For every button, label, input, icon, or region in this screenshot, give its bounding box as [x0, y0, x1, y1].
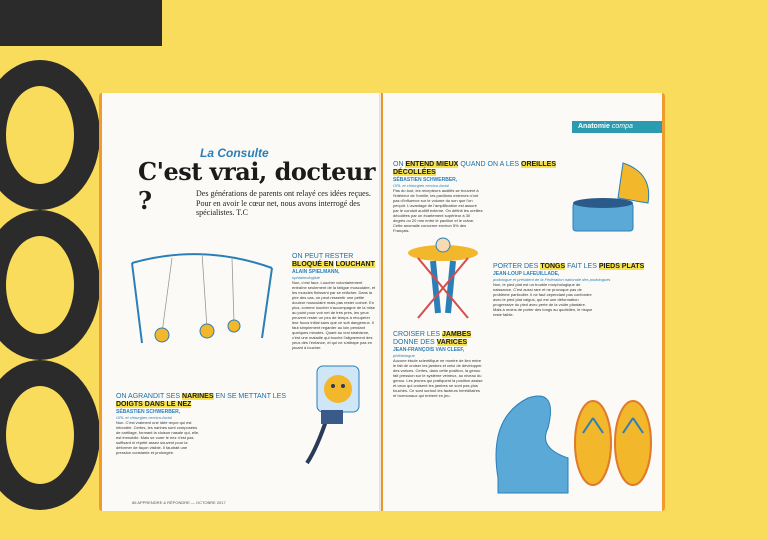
- plug-illustration: [297, 358, 377, 468]
- article-role: phlébologue: [393, 353, 415, 358]
- ironing-board-illustration: [398, 233, 488, 323]
- article-heading: ON PEUT RESTER BLOQUÉ EN LOUCHANT: [292, 253, 375, 268]
- background-ring: [0, 60, 100, 210]
- open-magazine: [99, 93, 665, 511]
- background-ring: [0, 210, 100, 360]
- gramophone-illustration: [563, 153, 658, 238]
- wave-and-flip-flops-illustration: [488, 358, 658, 498]
- section-kicker: La Consulte: [200, 146, 269, 160]
- article-body: Non, c'est faux. Loucher volontairement entraîne seulement de la fatigue musculaire, et les muscles finissent par se relâcher. Dans la pire des cas, on peut ressentir une petite douleur musculaire mais pas rester coincé. En plus, comme loucher s'accompagne de la mise au point pour voir net de très près, les yeux peuvent rester un peu de temps à récupérer leur focus initial sans que ce soit dangereux. Il faut simplement regarder au loin pendant quelques minutes. Quant au vrai strabisme, c'est une maladie qui touche l'alignement des yeux dès l'enfance, et qui ne s'attrape pas en jouant à loucher.: [292, 280, 376, 350]
- article-role: ORL et chirurgien cervico-facial: [116, 415, 172, 420]
- article-body: Pas du tout, les récepteurs auditifs se trouvent à l'intérieur de l'oreille, les pavillons externes n'ont pas d'influence sur le volume du son que l'on perçoit. L'avantage de l'amplification est assuré par le conduit auditif externe. On définit les oreilles décollées par un écartement supérieur à 30 degrés ou 20 mm entre le pavillon et le crâne. Cette anomalie concerne environ 5% des Français.: [393, 188, 483, 233]
- right-page: [383, 93, 662, 511]
- article-narines: [116, 393, 296, 455]
- article-tongs: [493, 263, 658, 317]
- background-ring: [0, 360, 100, 510]
- article-author: SÉBASTIEN SCHWERBER,: [393, 177, 458, 183]
- background-block: [0, 0, 162, 46]
- article-heading: PORTER DES TONGS FAIT LES PIEDS PLATS: [493, 263, 645, 270]
- page-footer: 86 APPRENDRE & RÉPONDRE — OCTOBRE 2017: [132, 500, 226, 505]
- article-role: ophtalmologiste: [292, 275, 321, 280]
- page-title: C'est vrai, docteur ?: [138, 157, 375, 215]
- article-role: podologue et président de la Fédération nationale des podologues: [493, 277, 611, 282]
- article-body: Non, le pied plat est un trouble morphologique de naissance. C'est aussi rare et ne provoque pas de problème particulier. Il ne faut cependant pas confondre avec le pied plat valgus, qui est une déformation progressive du pied avec perte de la voûte plantaire. Mais à moins de porter des tongs au quotidien, le risque reste faible.: [493, 282, 593, 317]
- article-loucher: [292, 253, 377, 350]
- article-body: Non. C'est vraiment une idée reçue qui est infondée. Certes, les narines sont composées de cartilage, formant la cloison nasale qui, elle, est immobile. Mais se curer le nez n'est pas suffisant ni répété assez souvent pour la déformer de façon visible. Il faudrait une pression constante et prolongée.: [116, 420, 200, 455]
- left-page: [102, 93, 381, 511]
- article-heading: ON ENTEND MIEUX QUAND ON A LES OREILLES DÉCOLLÉES: [393, 161, 557, 176]
- article-author: SÉBASTIEN SCHWERBER,: [116, 409, 181, 415]
- article-author: JEAN-FRANÇOIS VAN CLEEF,: [393, 347, 465, 353]
- article-oreilles: [393, 161, 573, 233]
- newtons-cradle-illustration: [122, 243, 282, 363]
- article-jambes: [393, 331, 483, 398]
- article-heading: CROISER LES JAMBES DONNE DES VARICES: [393, 331, 472, 346]
- article-heading: ON AGRANDIT SES NARINES EN SE METTANT LES DOIGTS DANS LE NEZ: [116, 393, 287, 408]
- article-author: ALAIN SPIELMANN,: [292, 269, 340, 275]
- article-role: ORL et chirurgien cervico-facial: [393, 183, 449, 188]
- article-author: JEAN-LOUP LAFEUILLADE,: [493, 271, 560, 277]
- article-body: Aucune étude scientifique ne montre de lien entre le fait de croiser les jambes et celui de développer des varices. Certes, dans cette position, la genou fait pression sur le système veineux, au niveau du genou. Les jeunes qui pratiquent la position assise et ceux qui croisent les jambes ne sont pas plus touchés. Ce sont surtout les facteurs héréditaires et hormonaux qui entrent en jeu.: [393, 358, 483, 398]
- page-intro: Des générations de parents ont relayé ces idées reçues. Pour en avoir le cœur net, nous avons interrogé des spécialistes. T.C: [196, 189, 371, 217]
- section-tab: Anatomie compa: [572, 121, 662, 133]
